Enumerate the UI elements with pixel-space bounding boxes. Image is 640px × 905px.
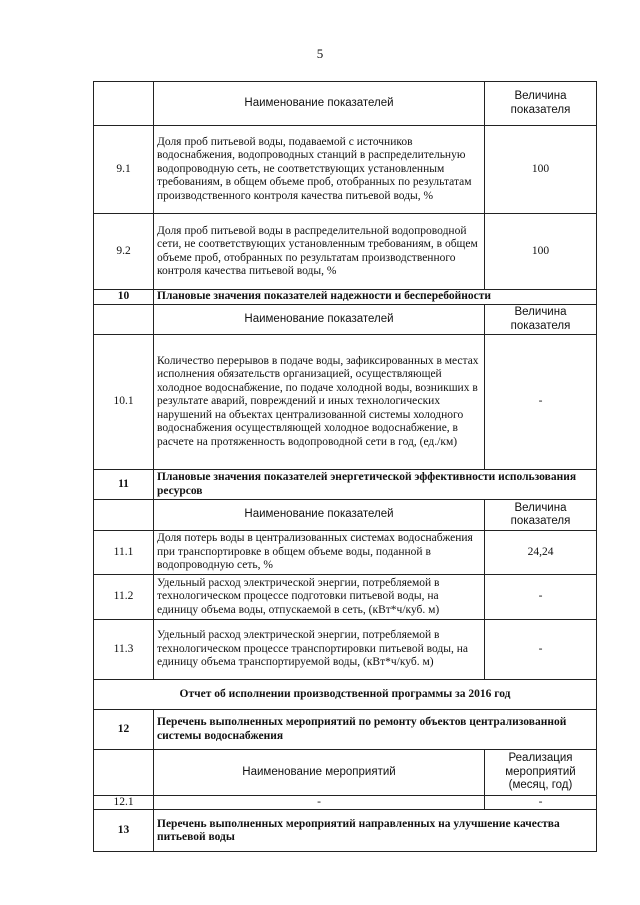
table-row — [94, 620, 597, 680]
row-number: 11.3 — [94, 620, 154, 680]
row-value: 100 — [485, 214, 597, 290]
section-title: Перечень выполненных мероприятий направленных на улучшение качества питьевой воды — [154, 810, 597, 852]
row-value: - — [485, 796, 597, 810]
table-row — [94, 126, 597, 214]
row-value: - — [485, 575, 597, 620]
table-row — [94, 575, 597, 620]
table-row — [94, 335, 597, 470]
header-num-cell — [94, 750, 154, 796]
row-number: 12.1 — [94, 796, 154, 810]
row-description: Доля потерь воды в централизованных системах водоснабжения при транспортировке в общем объеме воды, поданной в водопроводную сеть, % — [154, 531, 485, 575]
section-number: 11 — [94, 470, 154, 500]
section-number: 10 — [94, 290, 154, 305]
row-value: - — [485, 620, 597, 680]
section-row — [94, 810, 597, 852]
row-number: 11.1 — [94, 531, 154, 575]
section-row — [94, 710, 597, 750]
indicators-table — [93, 81, 597, 852]
header-row — [94, 305, 597, 335]
row-description: - — [154, 796, 485, 810]
section-number: 13 — [94, 810, 154, 852]
table-row — [94, 214, 597, 290]
row-value: 24,24 — [485, 531, 597, 575]
section-title: Перечень выполненных мероприятий по ремонту объектов централизованной системы водоснабжения — [154, 710, 597, 750]
row-number: 10.1 — [94, 335, 154, 470]
header-row — [94, 750, 597, 796]
table-row — [94, 531, 597, 575]
row-value: - — [485, 335, 597, 470]
report-title: Отчет об исполнении производственной программы за 2016 год — [94, 680, 597, 710]
row-description: Доля проб питьевой воды в распределительной водопроводной сети, не соответствующих установленным требованиям, в общем объеме проб, отобранных по результатам производственного контроля качества питьевой воды, % — [154, 214, 485, 290]
header-num-cell — [94, 305, 154, 335]
report-row — [94, 680, 597, 710]
section-title: Плановые значения показателей энергетической эффективности использования ресурсов — [154, 470, 597, 500]
header-value-cell: Величина показателя — [485, 82, 597, 126]
row-value: 100 — [485, 126, 597, 214]
header-value-cell: Реализация мероприятий (месяц, год) — [485, 750, 597, 796]
row-number: 11.2 — [94, 575, 154, 620]
header-value-cell: Величина показателя — [485, 305, 597, 335]
table-row — [94, 796, 597, 810]
page-number: 5 — [316, 46, 324, 61]
header-value-cell: Величина показателя — [485, 500, 597, 531]
header-num-cell — [94, 82, 154, 126]
header-row — [94, 500, 597, 531]
row-description: Удельный расход электрической энергии, потребляемой в технологическом процессе транспортировки питьевой воды, на единицу объема транспортируемой воды, (кВт*ч/куб. м) — [154, 620, 485, 680]
row-number: 9.1 — [94, 126, 154, 214]
header-num-cell — [94, 500, 154, 531]
header-name-cell: Наименование мероприятий — [154, 750, 485, 796]
header-name-cell: Наименование показателей — [154, 305, 485, 335]
section-title: Плановые значения показателей надежности и бесперебойности — [154, 290, 597, 305]
row-description: Удельный расход электрической энергии, потребляемой в технологическом процессе подготовки питьевой воды, на единицу объема воды, отпускаемой в сеть, (кВт*ч/куб. м) — [154, 575, 485, 620]
row-number: 9.2 — [94, 214, 154, 290]
section-row — [94, 290, 597, 305]
section-row — [94, 470, 597, 500]
header-row — [94, 82, 597, 126]
row-description: Количество перерывов в подаче воды, зафиксированных в местах исполнения обязательств организацией, осуществляющей холодное водоснабжение, по подаче холодной воды, возникших в результате аварий, повреждений и иных технологических нарушений на объектах централизованной системы холодного водоснабжения осуществляющей холодное водоснабжение, в расчете на протяженность водопроводной сети в год, (ед./км) — [154, 335, 485, 470]
header-name-cell: Наименование показателей — [154, 500, 485, 531]
header-name-cell: Наименование показателей — [154, 82, 485, 126]
row-description: Доля проб питьевой воды, подаваемой с источников водоснабжения, водопроводных станций в распределительную водопроводную сеть, не соответствующих установленным требованиям, в общем объеме проб, отобранных по результатам производственного контроля качества питьевой воды, % — [154, 126, 485, 214]
section-number: 12 — [94, 710, 154, 750]
